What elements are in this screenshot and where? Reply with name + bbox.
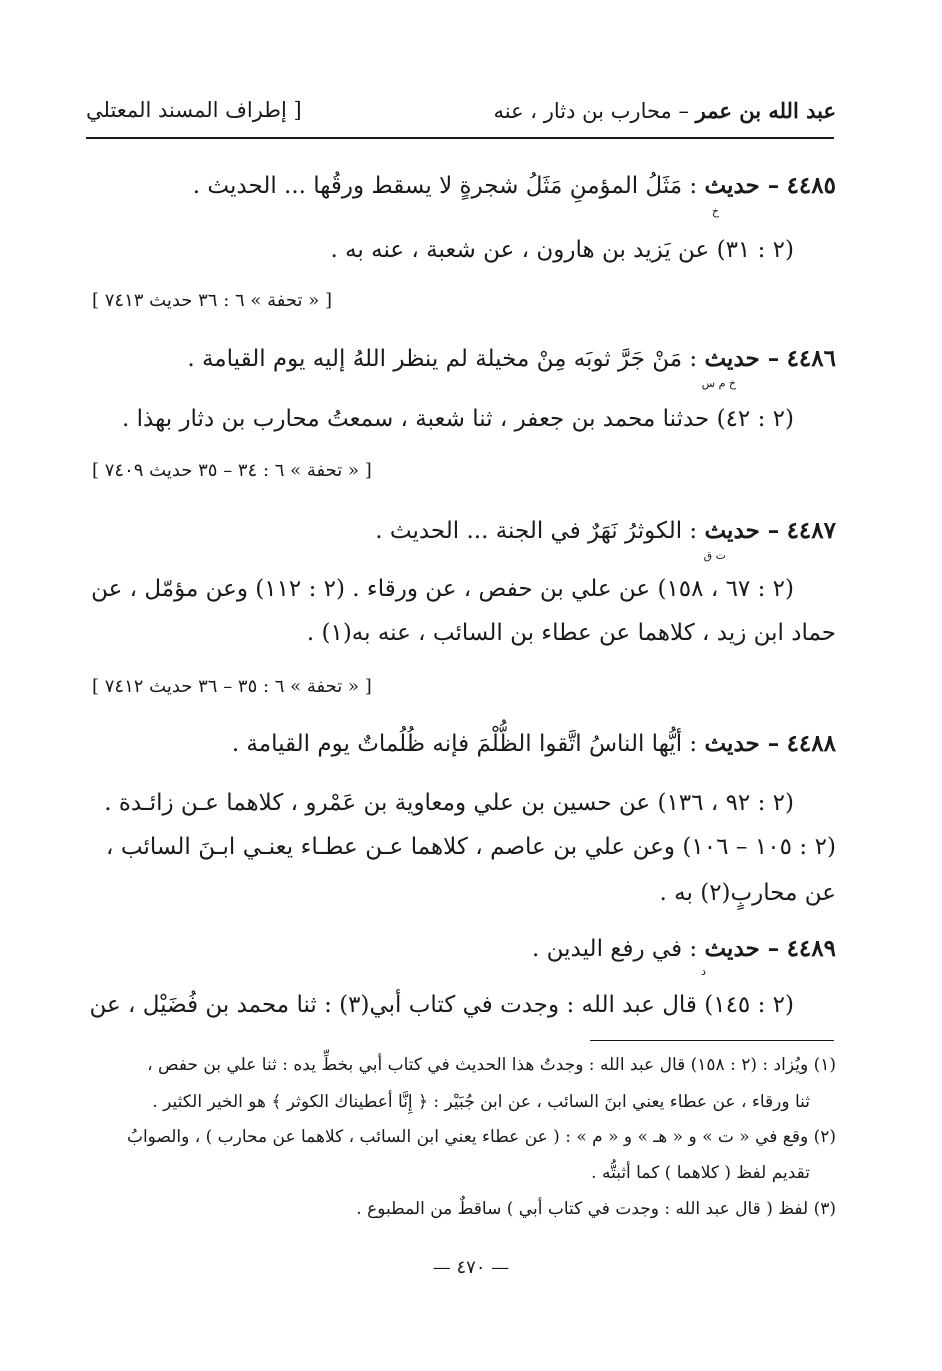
header-book-title: [ إطراف المسند المعتلي <box>86 98 302 122</box>
footnote: (٣) لفظ ( قال عبد الله : وجدت في كتاب أبي ) ساقطٌ من المطبوع . <box>356 1199 836 1219</box>
footnote-continuation: ثنا ورقاء ، عن عطاء يعني ابنَ السائب ، عن ابن جُبَيْر : ﴿ إِنَّا أعطيناك الكوثر ﴾ هو الخير الكثير . <box>152 1092 810 1112</box>
footnote: (٢) وقع في « ت » و « هـ » و « م » : ( عن عطاء يعني ابن السائب ، كلاهما عن محارب ) ، والصوابُ <box>126 1127 836 1147</box>
isnad-line: (٢ : ٤٢) حدثنا محمد بن جعفر ، ثنا شعبة ، سمعتُ محارب بن دثار بهذا . <box>122 406 794 432</box>
header-author: عبد الله بن عمر <box>695 98 836 123</box>
source-sigla: خ م س <box>701 377 736 390</box>
footnote: (١) ويُزاد : (٢ : ١٥٨) قال عبد الله : وجدتُ هذا الحديث في كتاب أبي بخطِّ يده : ثنا علي بن حفص ، <box>147 1055 836 1075</box>
isnad-line: (٢ : ١٠٥ – ١٠٦) وعن علي بن عاصم ، كلاهما عـن عطـاء يعنـي ابـنَ السائب ، <box>106 834 836 860</box>
isnad-line: (٢ : ٣١) عن يَزيد بن هارون ، عن شعبة ، عنه به . <box>330 237 794 263</box>
source-sigla: ت ق <box>703 549 726 562</box>
source-sigla: د <box>701 965 706 978</box>
running-header-title <box>493 98 836 123</box>
hadith-number: ٤٤٨٦ <box>786 345 836 372</box>
hadith-heading: ٤٤٨٩ – حديث : في رفع اليدين . <box>532 935 836 962</box>
isnad-line: (٢ : ٦٧ ، ١٥٨) عن علي بن حفص ، عن ورقاء . (٢ : ١١٢) وعن مؤمّل ، عن <box>91 576 794 602</box>
hadith-text: : مَنْ جَرَّ ثوبَه مِنْ مخيلة لم ينظر اللهُ إليه يوم القيامة . <box>187 346 698 372</box>
hadith-label: حديث <box>704 345 760 372</box>
isnad-line: (٢ : ١٤٥) قال عبد الله : وجدت في كتاب أبي(٣) : ثنا محمد بن فُضَيْل ، عن <box>89 992 794 1018</box>
footnote-continuation: تقديم لفظ ( كلاهما ) كما أثبتُّه . <box>591 1163 810 1183</box>
hadith-heading: ٤٤٨٨ – حديث : أيُّها الناسُ اتَّقوا الظُّلْمَ فإنه ظُلُماتٌ يوم القيامة . <box>231 730 836 757</box>
tuhfa-reference: [ « تحفة » ٦ : ٣٤ – ٣٥ حديث ٧٤٠٩ ] <box>92 460 372 481</box>
hadith-label: حديث <box>704 730 760 757</box>
hadith-label: حديث <box>704 935 760 962</box>
isnad-line: عن محاربٍ(٢) به . <box>659 880 836 906</box>
hadith-text: : الكوثرُ نَهَرٌ في الجنة ... الحديث . <box>375 518 698 544</box>
hadith-number: ٤٤٨٨ <box>786 730 836 757</box>
hadith-number: ٤٤٨٧ <box>786 517 836 544</box>
header-rule <box>86 137 834 139</box>
hadith-number: ٤٤٨٩ <box>786 935 836 962</box>
tuhfa-reference: [ « تحفة » ٦ : ٣٥ – ٣٦ حديث ٧٤١٢ ] <box>92 676 372 697</box>
isnad-line: حماد ابن زيد ، كلاهما عن عطاء بن السائب ، عنه به(١) . <box>306 620 836 646</box>
source-sigla: خ <box>711 205 719 218</box>
tuhfa-reference: [ « تحفة » ٦ : ٣٦ حديث ٧٤١٣ ] <box>92 290 332 311</box>
isnad-line: (٢ : ٩٢ ، ١٣٦) عن حسين بن علي ومعاوية بن عَمْرو ، كلاهما عـن زائـدة . <box>104 790 794 816</box>
hadith-text: : مَثَلُ المؤمنِ مَثَلُ شجرةٍ لا يسقط ورقُها ... الحديث . <box>192 173 698 199</box>
hadith-label: حديث <box>704 517 760 544</box>
hadith-label: حديث <box>704 172 760 199</box>
hadith-number: ٤٤٨٥ <box>786 172 836 199</box>
hadith-heading: ٤٤٨٥ – حديث : مَثَلُ المؤمنِ مَثَلُ شجرةٍ لا يسقط ورقُها ... الحديث . <box>192 172 836 199</box>
hadith-heading: ٤٤٨٧ – حديث : الكوثرُ نَهَرٌ في الجنة ... الحديث . <box>375 517 836 544</box>
header-subtitle: – محارب بن دثار ، عنه <box>493 99 689 123</box>
hadith-text: : في رفع اليدين . <box>532 936 698 962</box>
footnote-rule <box>590 1040 834 1041</box>
hadith-heading: ٤٤٨٦ – حديث : مَنْ جَرَّ ثوبَه مِنْ مخيلة لم ينظر اللهُ إليه يوم القيامة . <box>187 345 836 372</box>
hadith-text: : أيُّها الناسُ اتَّقوا الظُّلْمَ فإنه ظُلُماتٌ يوم القيامة . <box>231 731 698 757</box>
page-number: — ٤٧٠ — <box>432 1257 510 1278</box>
